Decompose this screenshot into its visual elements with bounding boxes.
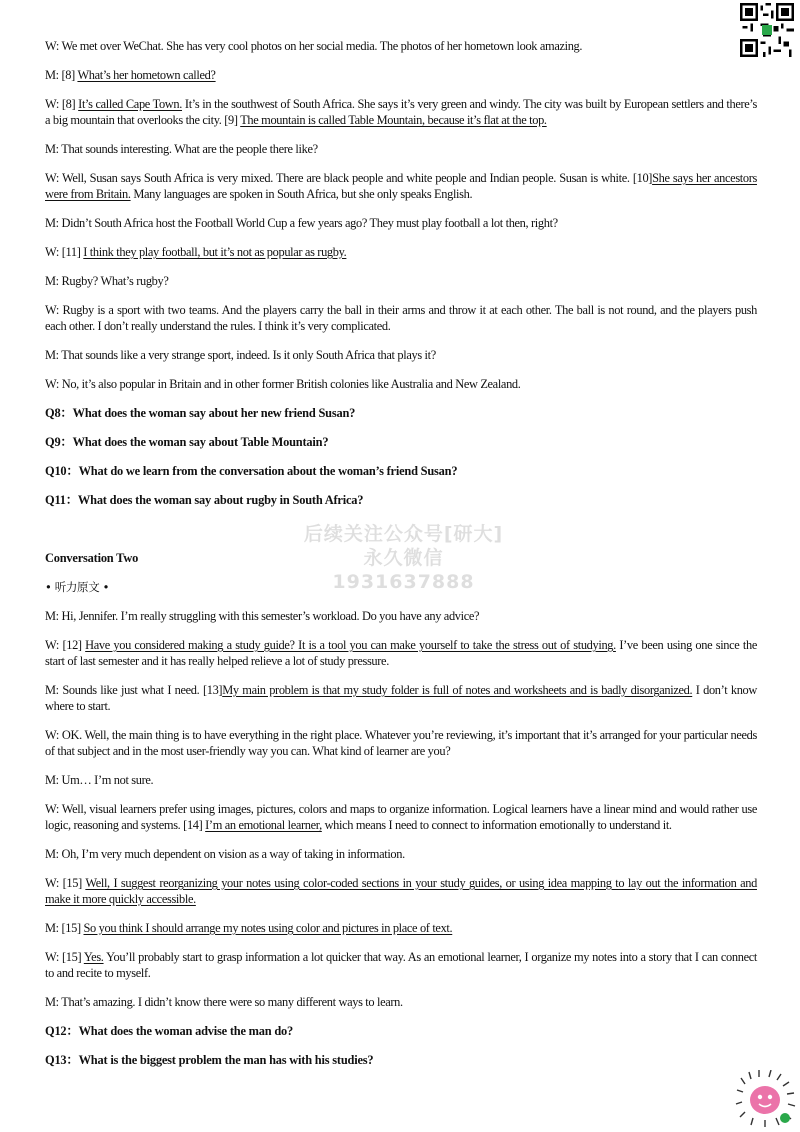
- c1-line-8: M: Rugby? What’s rugby?: [45, 274, 169, 288]
- section-heading: Conversation Two: [45, 551, 139, 565]
- watermark-line-2: 永久微信1931637888: [332, 547, 475, 593]
- c1-line-6: M: Didn’t South Africa host the Football World Cup a few years ago? They must play football a lot then, right?: [45, 216, 558, 230]
- c1-line-1: W: We met over WeChat. She has very cool photos on her social media. The photos of her hometown look amazing.: [45, 39, 583, 53]
- c2-line-8: W: [15] Well, I suggest reorganizing your notes using color-coded sections in your study guides, or using idea mapping to lay out the information and make it more quickly accessible.: [45, 876, 757, 906]
- c1-line-3: W: [8] It’s called Cape Town. It’s in the southwest of South Africa. She says it’s very green and windy. The city was built by European settlers and there’s a big mountain that overlooks the city. [9] The mountain is called Table Mountain, because it’s flat at the top.: [45, 97, 757, 127]
- c1-line-9: W: Rugby is a sport with two teams. And the players carry the ball in their arms and throw it at each other. The ball is not round, and the players push each other. I don’t really understand the rules. I think it’s very complicated.: [45, 303, 757, 333]
- question-12: Q12：What does the woman advise the man do?: [45, 1024, 294, 1038]
- question-13: Q13：What is the biggest problem the man has with his studies?: [45, 1053, 374, 1067]
- c1-line-5: W: Well, Susan says South Africa is very mixed. There are black people and white people and Indian people. Susan is white. [10]She says her ancestors were from Britain. Many languages are spoken in South Africa, but she only speaks English.: [45, 171, 757, 201]
- c2-line-1: M: Hi, Jennifer. I’m really struggling with this semester’s workload. Do you have any advice?: [45, 609, 480, 623]
- question-9: Q9：What does the woman say about Table Mountain?: [45, 435, 329, 449]
- c2-line-5: M: Um… I’m not sure.: [45, 773, 154, 787]
- question-8: Q8：What does the woman say about her new friend Susan?: [45, 406, 356, 420]
- c1-line-11: W: No, it’s also popular in Britain and in other former British colonies like Australia and New Zealand.: [45, 377, 521, 391]
- c1-line-4: M: That sounds interesting. What are the people there like?: [45, 142, 318, 156]
- c1-line-7: W: [11] I think they play football, but it’s not as popular as rugby.: [45, 245, 347, 259]
- c2-line-9: M: [15] So you think I should arrange my notes using color and pictures in place of text.: [45, 921, 453, 935]
- c2-line-4: W: OK. Well, the main thing is to have everything in the right place. Whatever you’re reviewing, it’s important that it’s arranged for your particular needs of that subject and in the most user-friendly way you can. What kind of learner are you?: [45, 728, 757, 758]
- c1-line-2: M: [8] What’s her hometown called?: [45, 68, 216, 82]
- section-subheading: • 听力原文 •: [45, 580, 110, 594]
- document-body: [45, 36, 757, 1068]
- question-10: Q10：What do we learn from the conversation about the woman’s friend Susan?: [45, 464, 458, 478]
- c2-line-10: W: [15] Yes. You’ll probably start to grasp information a lot quicker that way. As an emotional learner, I organize my notes into a story that I can connect to and recite to myself.: [45, 950, 757, 980]
- c1-line-10: M: That sounds like a very strange sport, indeed. Is it only South Africa that plays it?: [45, 348, 436, 362]
- mascot-stamp-icon: [735, 1070, 797, 1128]
- watermark-line-1: 后续关注公众号[研大]: [303, 523, 504, 545]
- c2-line-2: W: [12] Have you considered making a study guide? It is a tool you can make yourself to take the stress out of studying. I’ve been using one since the start of last semester and it has really helped relieve a lot of study pressure.: [45, 638, 757, 668]
- c2-line-7: M: Oh, I’m very much dependent on vision as a way of taking in information.: [45, 847, 405, 861]
- c2-line-6: W: Well, visual learners prefer using images, pictures, colors and maps to organize information. Logical learners have a linear mind and would rather use logic, reasoning and systems. [14] I’m an emotional learner, which means I need to connect to information emotionally to understand it.: [45, 802, 757, 832]
- c2-line-11: M: That’s amazing. I didn’t know there were so many different ways to learn.: [45, 995, 403, 1009]
- c2-line-3: M: Sounds like just what I need. [13]My main problem is that my study folder is full of notes and worksheets and is badly disorganized. I don’t know where to start.: [45, 683, 757, 713]
- question-11: Q11：What does the woman say about rugby in South Africa?: [45, 493, 364, 507]
